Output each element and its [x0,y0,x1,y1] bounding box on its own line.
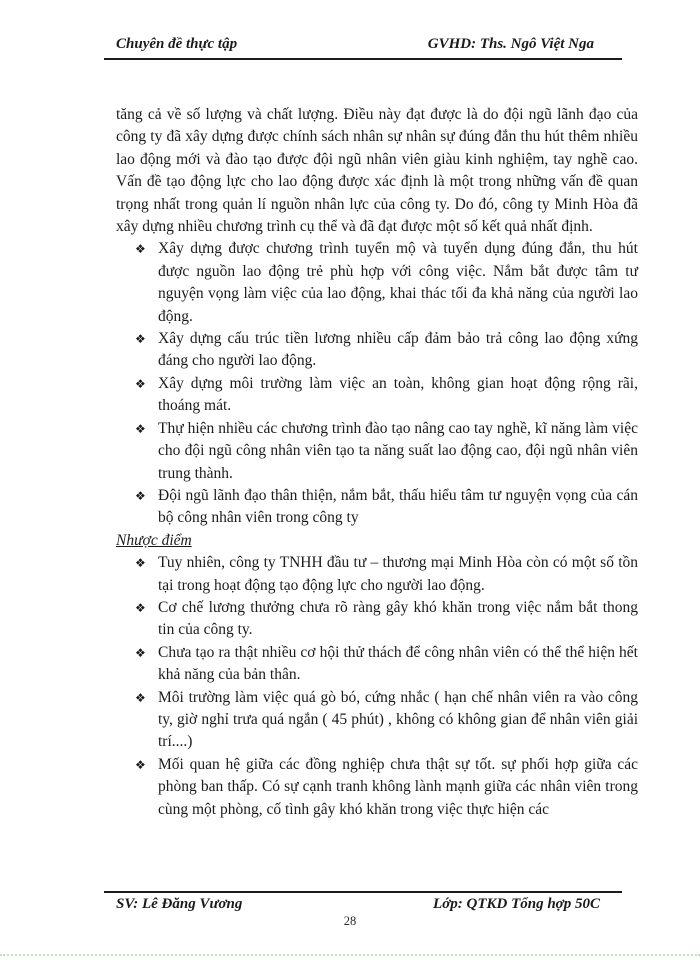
list-item-text: Thự hiện nhiều các chương trình đào tạo nâng cao tay nghề, kĩ năng làm việc cho đội ngũ công nhân viên tạo ta năng suất lao động cao, đội ngũ nhân viên trung thành. [158,419,638,482]
list-item-text: Xây dựng được chương trình tuyển mộ và tuyển dụng đúng đắn, thu hút được nguồn lao động trẻ phù hợp với công việc. Nắm bắt được tâm tư nguyện vọng làm việc của lao động, khai thác tối đa khả năng của người lao động. [158,240,638,325]
list-item [104,373,638,418]
diamond-bullet-icon: ❖ [135,242,146,257]
list-item-text: Xây dựng môi trường làm việc an toàn, không gian hoạt động rộng rãi, thoáng mát. [158,374,638,415]
diamond-bullet-icon: ❖ [135,421,146,436]
list-item-text: Mối quan hệ giữa các đồng nghiệp chưa thật sự tốt. sự phối hợp giữa các phòng ban thấp. Có sự cạnh tranh không lành mạnh giữa các nhân viên trong cùng một phòng, cố tình gây khó khăn trong việc thực hiện các [158,755,638,818]
list-item [104,754,638,821]
footer-student-name: SV: Lê Đăng Vương [116,896,243,912]
list-item-text: Chưa tạo ra thật nhiều cơ hội thử thách để công nhân viên có thể thể hiện hết khả năng của bản thân. [158,643,638,684]
page-footer [104,891,622,913]
list-item [104,418,638,485]
page-header [104,36,622,60]
list-item [104,552,638,597]
list-item [104,687,638,754]
header-course-title: Chuyên đề thực tập [116,36,238,52]
list-item [104,238,638,328]
list-item-text: Cơ chế lương thưởng chưa rõ ràng gây khó khăn trong việc nắm bắt thong tin của công ty. [158,598,638,639]
page-body [104,104,638,821]
list-item [104,597,638,642]
list-item-text: Xây dựng cấu trúc tiền lương nhiều cấp đảm bảo trả công lao động xứng đáng cho người lao động. [158,330,638,370]
diamond-bullet-icon: ❖ [135,600,146,615]
achievements-list [104,238,638,529]
diamond-bullet-icon: ❖ [135,690,146,705]
weaknesses-list [104,552,638,821]
list-item [104,328,638,373]
header-advisor: GVHD: Ths. Ngô Việt Nga [427,36,594,52]
diamond-bullet-icon: ❖ [135,757,146,772]
page-number: 28 [343,914,357,928]
opening-paragraph: tăng cả về số lượng và chất lượng. Điều này đạt được là do đội ngũ lãnh đạo của công ty đã xây dựng được chính sách nhân sự nhân sự đúng đắn thu hút thêm nhiều lao động mới và đào tạo được đội ngũ nhân viên giàu kinh nghiệm, tay nghề cao. Vấn đề tạo động lực cho lao động được xác định là một trong những vấn đề quan trọng nhất trong quản lí nguồn nhân lực của công ty. Do đó, công ty Minh Hòa đã xây dựng nhiều chương trình cụ thể và đã đạt được một số kết quả nhất định. [116,106,638,236]
list-item-text: Tuy nhiên, công ty TNHH đầu tư – thương mại Minh Hòa còn có một số tồn tại trong hoạt động tạo động lực cho người lao động. [158,554,638,594]
diamond-bullet-icon: ❖ [135,488,146,503]
list-item-text: Đội ngũ lãnh đạo thân thiện, nắm bắt, thấu hiểu tâm tư nguyện vọng của cán bộ công nhân viên trong công ty [158,486,638,527]
weaknesses-heading: Nhược điểm [116,531,192,549]
diamond-bullet-icon: ❖ [135,376,146,391]
footer-class-name: Lớp: QTKD Tổng hợp 50C [433,896,600,912]
list-item-text: Môi trường làm việc quá gò bó, cứng nhắc ( hạn chế nhân viên ra vào công ty, giờ nghỉ trưa quá ngắn ( 45 phút) , không có không gian để nhân viên giải trí....) [158,688,638,751]
diamond-bullet-icon: ❖ [135,645,146,660]
page-boundary-divider [0,954,700,956]
diamond-bullet-icon: ❖ [135,332,146,347]
list-item [104,642,638,687]
list-item [104,485,638,530]
diamond-bullet-icon: ❖ [135,556,146,571]
